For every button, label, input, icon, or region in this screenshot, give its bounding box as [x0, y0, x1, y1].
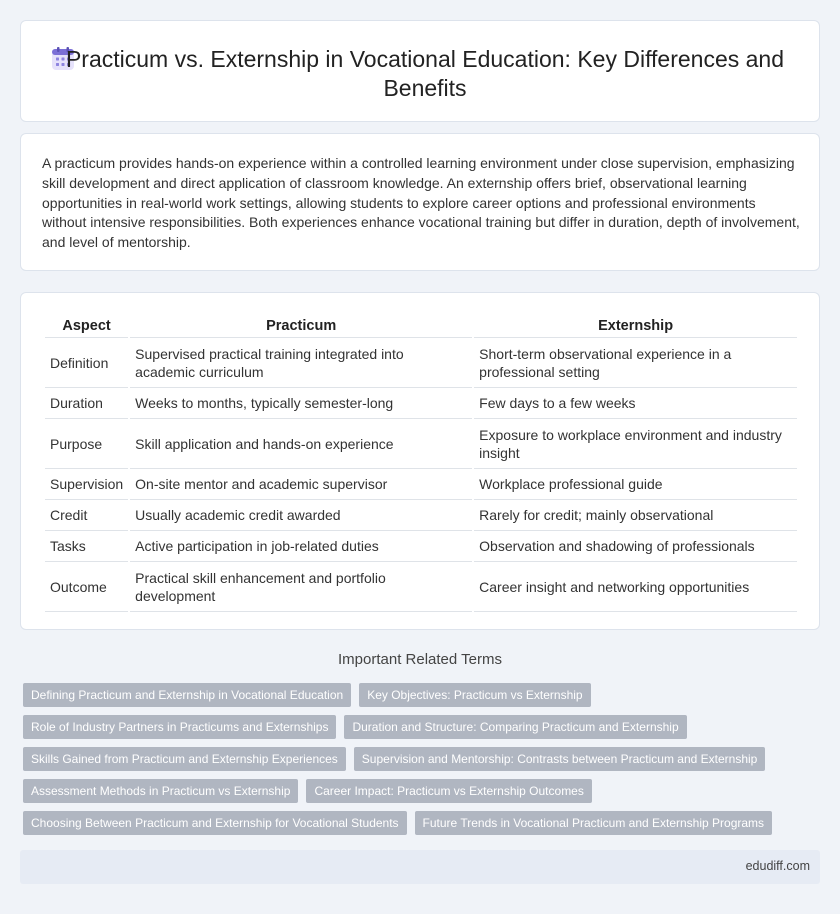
related-term-tag[interactable]: Choosing Between Practicum and Externship for Vocational Students — [23, 811, 407, 835]
cell-practicum: Skill application and hands-on experience — [130, 419, 472, 469]
intro-card — [20, 133, 820, 271]
header-aspect: Aspect — [45, 315, 128, 338]
related-term-tag[interactable]: Assessment Methods in Practicum vs Externship — [23, 779, 298, 803]
cell-aspect: Outcome — [45, 562, 128, 612]
cell-externship: Career insight and networking opportunities — [474, 562, 797, 612]
footer-site[interactable]: edudiff.com — [745, 859, 810, 873]
related-term-tag[interactable]: Role of Industry Partners in Practicums and Externships — [23, 715, 336, 739]
page-title: Practicum vs. Externship in Vocational Education: Key Differences and Benefits — [65, 46, 785, 101]
related-terms-title: Important Related Terms — [338, 651, 502, 668]
cell-externship: Few days to a few weeks — [474, 388, 797, 419]
table-row — [45, 531, 797, 562]
cell-externship: Observation and shadowing of professionals — [474, 531, 797, 562]
related-term-tag[interactable]: Defining Practicum and Externship in Vocational Education — [23, 683, 351, 707]
header-externship: Externship — [474, 315, 797, 338]
intro-text: A practicum provides hands-on experience within a controlled learning environment under close supervision, emphasizing skill development and direct application of classroom knowledge. An externship offers brief, observational learning opportunities in real-world work settings, allowing students to explore career options and professional environments without intensive responsibilities. Both experiences enhance vocational training but differ in duration, depth of involvement, and level of mentorship. — [42, 155, 800, 251]
cell-practicum: Active participation in job-related duties — [130, 531, 472, 562]
table-row — [45, 500, 797, 531]
related-terms-list — [23, 683, 803, 835]
footer — [20, 850, 820, 884]
cell-aspect: Supervision — [45, 469, 128, 500]
cell-externship: Exposure to workplace environment and industry insight — [474, 419, 797, 469]
cell-externship: Workplace professional guide — [474, 469, 797, 500]
table-row — [45, 419, 797, 469]
comparison-table — [43, 315, 799, 612]
related-term-tag[interactable]: Supervision and Mentorship: Contrasts between Practicum and Externship — [354, 747, 766, 771]
related-term-tag[interactable]: Career Impact: Practicum vs Externship Outcomes — [306, 779, 591, 803]
title-card — [20, 20, 820, 122]
cell-practicum: Practical skill enhancement and portfolio development — [130, 562, 472, 612]
cell-aspect: Duration — [45, 388, 128, 419]
cell-practicum: Usually academic credit awarded — [130, 500, 472, 531]
comparison-card — [20, 292, 820, 630]
related-term-tag[interactable]: Skills Gained from Practicum and Externship Experiences — [23, 747, 346, 771]
cell-aspect: Credit — [45, 500, 128, 531]
header-practicum: Practicum — [130, 315, 472, 338]
table-row — [45, 388, 797, 419]
cell-practicum: Supervised practical training integrated into academic curriculum — [130, 338, 472, 388]
cell-aspect: Purpose — [45, 419, 128, 469]
cell-practicum: Weeks to months, typically semester-long — [130, 388, 472, 419]
table-row — [45, 469, 797, 500]
related-term-tag[interactable]: Future Trends in Vocational Practicum and Externship Programs — [415, 811, 773, 835]
cell-externship: Short-term observational experience in a professional setting — [474, 338, 797, 388]
cell-aspect: Tasks — [45, 531, 128, 562]
table-row — [45, 338, 797, 388]
table-header-row — [45, 315, 797, 338]
cell-aspect: Definition — [45, 338, 128, 388]
table-row — [45, 562, 797, 612]
related-term-tag[interactable]: Key Objectives: Practicum vs Externship — [359, 683, 590, 707]
cell-practicum: On-site mentor and academic supervisor — [130, 469, 472, 500]
cell-externship: Rarely for credit; mainly observational — [474, 500, 797, 531]
related-term-tag[interactable]: Duration and Structure: Comparing Practicum and Externship — [344, 715, 686, 739]
